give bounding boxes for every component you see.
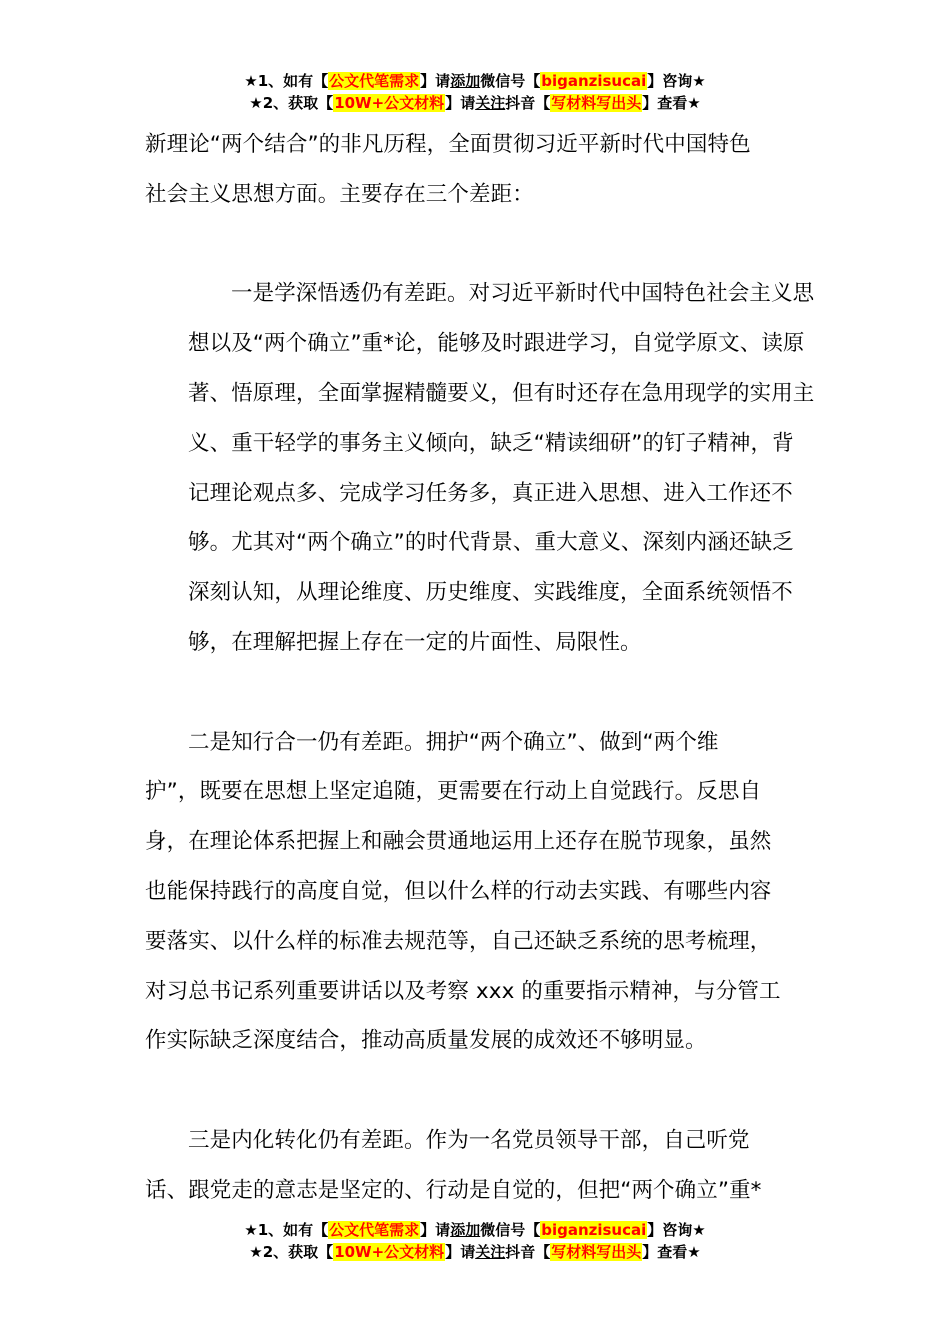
banner-text: 抖音【: [505, 94, 551, 112]
banner-text: 微信号【: [480, 1221, 541, 1239]
banner-text: 】查看★: [642, 1243, 701, 1261]
banner-highlight: 公文代笔需求: [329, 1221, 420, 1239]
banner-highlight: 10W+公文材料: [334, 94, 445, 112]
header-banner: [0, 70, 950, 114]
text-line: 够，在理解把握上存在一定的片面性、局限性。: [188, 629, 642, 655]
text-line: 三是内化转化仍有差距。作为一名党员领导干部，自己听党: [188, 1127, 750, 1153]
text-line: 义、重干轻学的事务主义倾向，缺乏“精读细研”的钉子精神，背: [188, 430, 794, 456]
banner-underline: 关注: [475, 1243, 506, 1261]
banner-text: ★1、如有【: [244, 1221, 329, 1239]
banner-line-2: [0, 1241, 950, 1263]
text-line: 要落实、以什么样的标准去规范等，自己还缺乏系统的思考梳理，: [145, 928, 772, 954]
text-line: 想以及“两个确立”重*论，能够及时跟进学习，自觉学原文、读原: [188, 331, 805, 357]
banner-highlight: biganzisucai: [541, 72, 647, 90]
text-line: 深刻认知，从理论维度、历史维度、实践维度，全面系统领悟不: [188, 580, 793, 606]
banner-underline: 添加: [450, 72, 481, 90]
document-body: [145, 120, 815, 1216]
text-line: 作实际缺乏深度结合，推动高质量发展的成效还不够明显。: [145, 1028, 707, 1054]
text-line: 社会主义思想方面。主要存在三个差距：: [145, 181, 534, 207]
banner-text: 抖音【: [505, 1243, 551, 1261]
paragraph-intro: [145, 120, 810, 220]
paragraph-2: [145, 718, 810, 1067]
text-line: 身，在理论体系把握上和融会贯通地运用上还存在脱节现象，虽然: [145, 829, 772, 855]
banner-line-1: [0, 1219, 950, 1241]
banner-text: 】咨询★: [647, 72, 706, 90]
text-line: 护”，既要在思想上坚定追随，更需要在行动上自觉践行。反思自: [145, 779, 762, 805]
banner-text: 】查看★: [642, 94, 701, 112]
banner-highlight: biganzisucai: [541, 1221, 647, 1239]
banner-text: 】请: [445, 94, 476, 112]
banner-text: 】咨询★: [647, 1221, 706, 1239]
text-line: 二是知行合一仍有差距。拥护“两个确立”、做到“两个维: [188, 729, 719, 755]
banner-text: 】请: [420, 72, 451, 90]
banner-text: ★1、如有【: [244, 72, 329, 90]
text-line: 一是学深悟透仍有差距。对习近平新时代中国特色社会主义思: [231, 281, 815, 307]
banner-underline: 添加: [450, 1221, 481, 1239]
footer-banner: [0, 1219, 950, 1263]
paragraph-gap: [145, 220, 810, 270]
text-line: 够。尤其对“两个确立”的时代背景、重大意义、深刻内涵还缺乏: [188, 530, 794, 556]
paragraph-3: [145, 1116, 810, 1216]
banner-text: ★2、获取【: [249, 94, 334, 112]
banner-highlight: 10W+公文材料: [334, 1243, 445, 1261]
paragraph-1: [145, 269, 815, 667]
text-line: 也能保持践行的高度自觉，但以什么样的行动去实践、有哪些内容: [145, 878, 772, 904]
paragraph-gap: [145, 1066, 810, 1116]
banner-highlight: 写材料写出头: [551, 94, 642, 112]
banner-text: 】请: [420, 1221, 451, 1239]
text-line: 著、悟原理，全面掌握精髓要义，但有时还存在急用现学的实用主: [188, 380, 815, 406]
banner-highlight: 公文代笔需求: [329, 72, 420, 90]
text-line: 记理论观点多、完成学习任务多，真正进入思想、进入工作还不: [188, 480, 793, 506]
banner-highlight: 写材料写出头: [551, 1243, 642, 1261]
banner-text: ★2、获取【: [249, 1243, 334, 1261]
banner-text: 微信号【: [480, 72, 541, 90]
banner-line-2: [0, 92, 950, 114]
text-line: 对习总书记系列重要讲话以及考察 xxx 的重要指示精神，与分管工: [145, 978, 781, 1004]
paragraph-gap: [145, 668, 810, 718]
text-line: 话、跟党走的意志是坚定的、行动是自觉的，但把“两个确立”重*: [145, 1177, 762, 1203]
text-line: 新理论“两个结合”的非凡历程，全面贯彻习近平新时代中国特色: [145, 132, 751, 157]
banner-underline: 关注: [475, 94, 506, 112]
banner-text: 】请: [445, 1243, 476, 1261]
banner-line-1: [0, 70, 950, 92]
